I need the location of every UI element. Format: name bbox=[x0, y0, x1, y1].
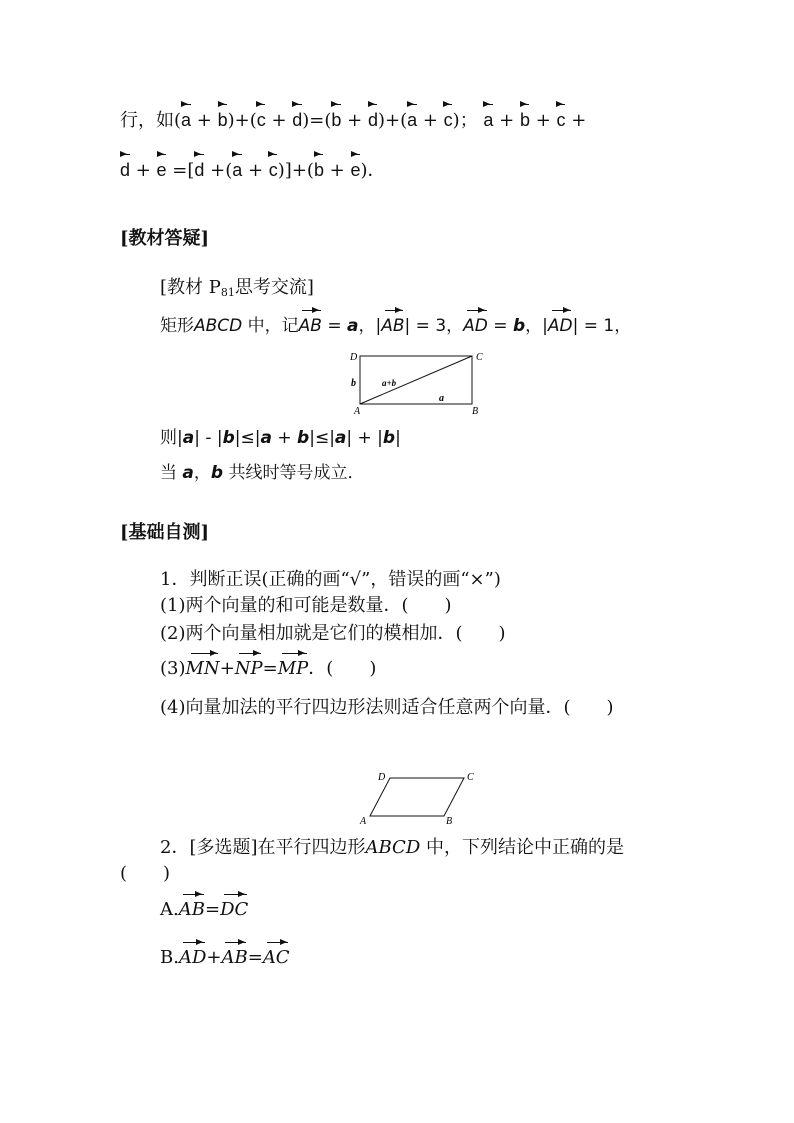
vector-d: d bbox=[292, 110, 303, 130]
inequality-line: 则|a| - |b|≤|a + b|≤|a| + |b| bbox=[160, 428, 401, 448]
question-2-answer-paren: ( ) bbox=[120, 863, 171, 884]
diagonal-AC bbox=[360, 356, 472, 404]
vector-AB: AB bbox=[178, 899, 205, 920]
question-1-item-2: (2)两个向量相加就是它们的模相加．( ) bbox=[160, 623, 506, 644]
label-D: D bbox=[378, 772, 386, 783]
vector-MN: MN bbox=[185, 658, 220, 679]
vector-AB: AB bbox=[298, 316, 322, 336]
question-1-item-1: (1)两个向量的和可能是数量．( ) bbox=[160, 595, 452, 616]
vector-AD: AD bbox=[178, 947, 207, 968]
label-C: C bbox=[467, 772, 474, 783]
rectangle-figure bbox=[342, 348, 492, 418]
textbook-reference: [教材 $P_{81}$思考交流] bbox=[160, 277, 314, 299]
label-diagonal: a+b bbox=[382, 378, 397, 388]
section-title-textbook-qa: [教材答疑] bbox=[120, 228, 210, 249]
label-side-b: b bbox=[351, 378, 356, 389]
vector-AC: AC bbox=[262, 947, 290, 968]
question-1-item-4: (4)向量加法的平行四边形法则适合任意两个向量．( ) bbox=[160, 697, 614, 718]
intro-line-1: 行，如(a + b)+(c + d)=(b + d)+(a + c)； a + b + c + bbox=[120, 110, 587, 131]
parallelogram-figure bbox=[356, 768, 486, 828]
label-C: C bbox=[476, 352, 483, 363]
question-2-stem: 2．[多选题]在平行四边形ABCD 中，下列结论中正确的是 bbox=[160, 837, 624, 858]
equality-condition: 当 a，b 共线时等号成立． bbox=[160, 463, 365, 483]
question-1-item-3: (3)MN+NP=MP．( ) bbox=[160, 658, 377, 679]
intro-line-2: d + e =[d +(a + c)]+(b + e)． bbox=[120, 160, 386, 181]
label-B: B bbox=[446, 816, 453, 827]
label-B: B bbox=[472, 406, 479, 417]
vector-NP: NP bbox=[234, 658, 263, 679]
section-title-self-test: [基础自测] bbox=[120, 522, 210, 543]
question-2-option-b: B.AD+AB=AC bbox=[160, 947, 290, 968]
label-A: A bbox=[360, 816, 367, 827]
vector-DC: DC bbox=[220, 899, 249, 920]
vector-c: c bbox=[256, 110, 266, 130]
vector-e: e bbox=[156, 160, 167, 180]
label-A: A bbox=[354, 406, 361, 417]
parallelogram-ABCD bbox=[370, 778, 464, 816]
question-1-stem: 1．判断正误(正确的画“√”，错误的画“×”) bbox=[160, 569, 501, 590]
question-2-option-a: A.AB=DC bbox=[160, 899, 249, 920]
vector-b: b bbox=[217, 110, 228, 130]
vector-AD: AD bbox=[463, 316, 488, 336]
label-D: D bbox=[350, 352, 358, 363]
label-bottom-a: a bbox=[439, 393, 444, 404]
rectangle-statement: 矩形ABCD 中，记AB = a，|AB| = 3，AD = b，|AD| = 1， bbox=[160, 316, 632, 336]
vector-a: a bbox=[181, 110, 192, 130]
vector-MP: MP bbox=[277, 658, 309, 679]
vector-AB: AB bbox=[221, 947, 248, 968]
